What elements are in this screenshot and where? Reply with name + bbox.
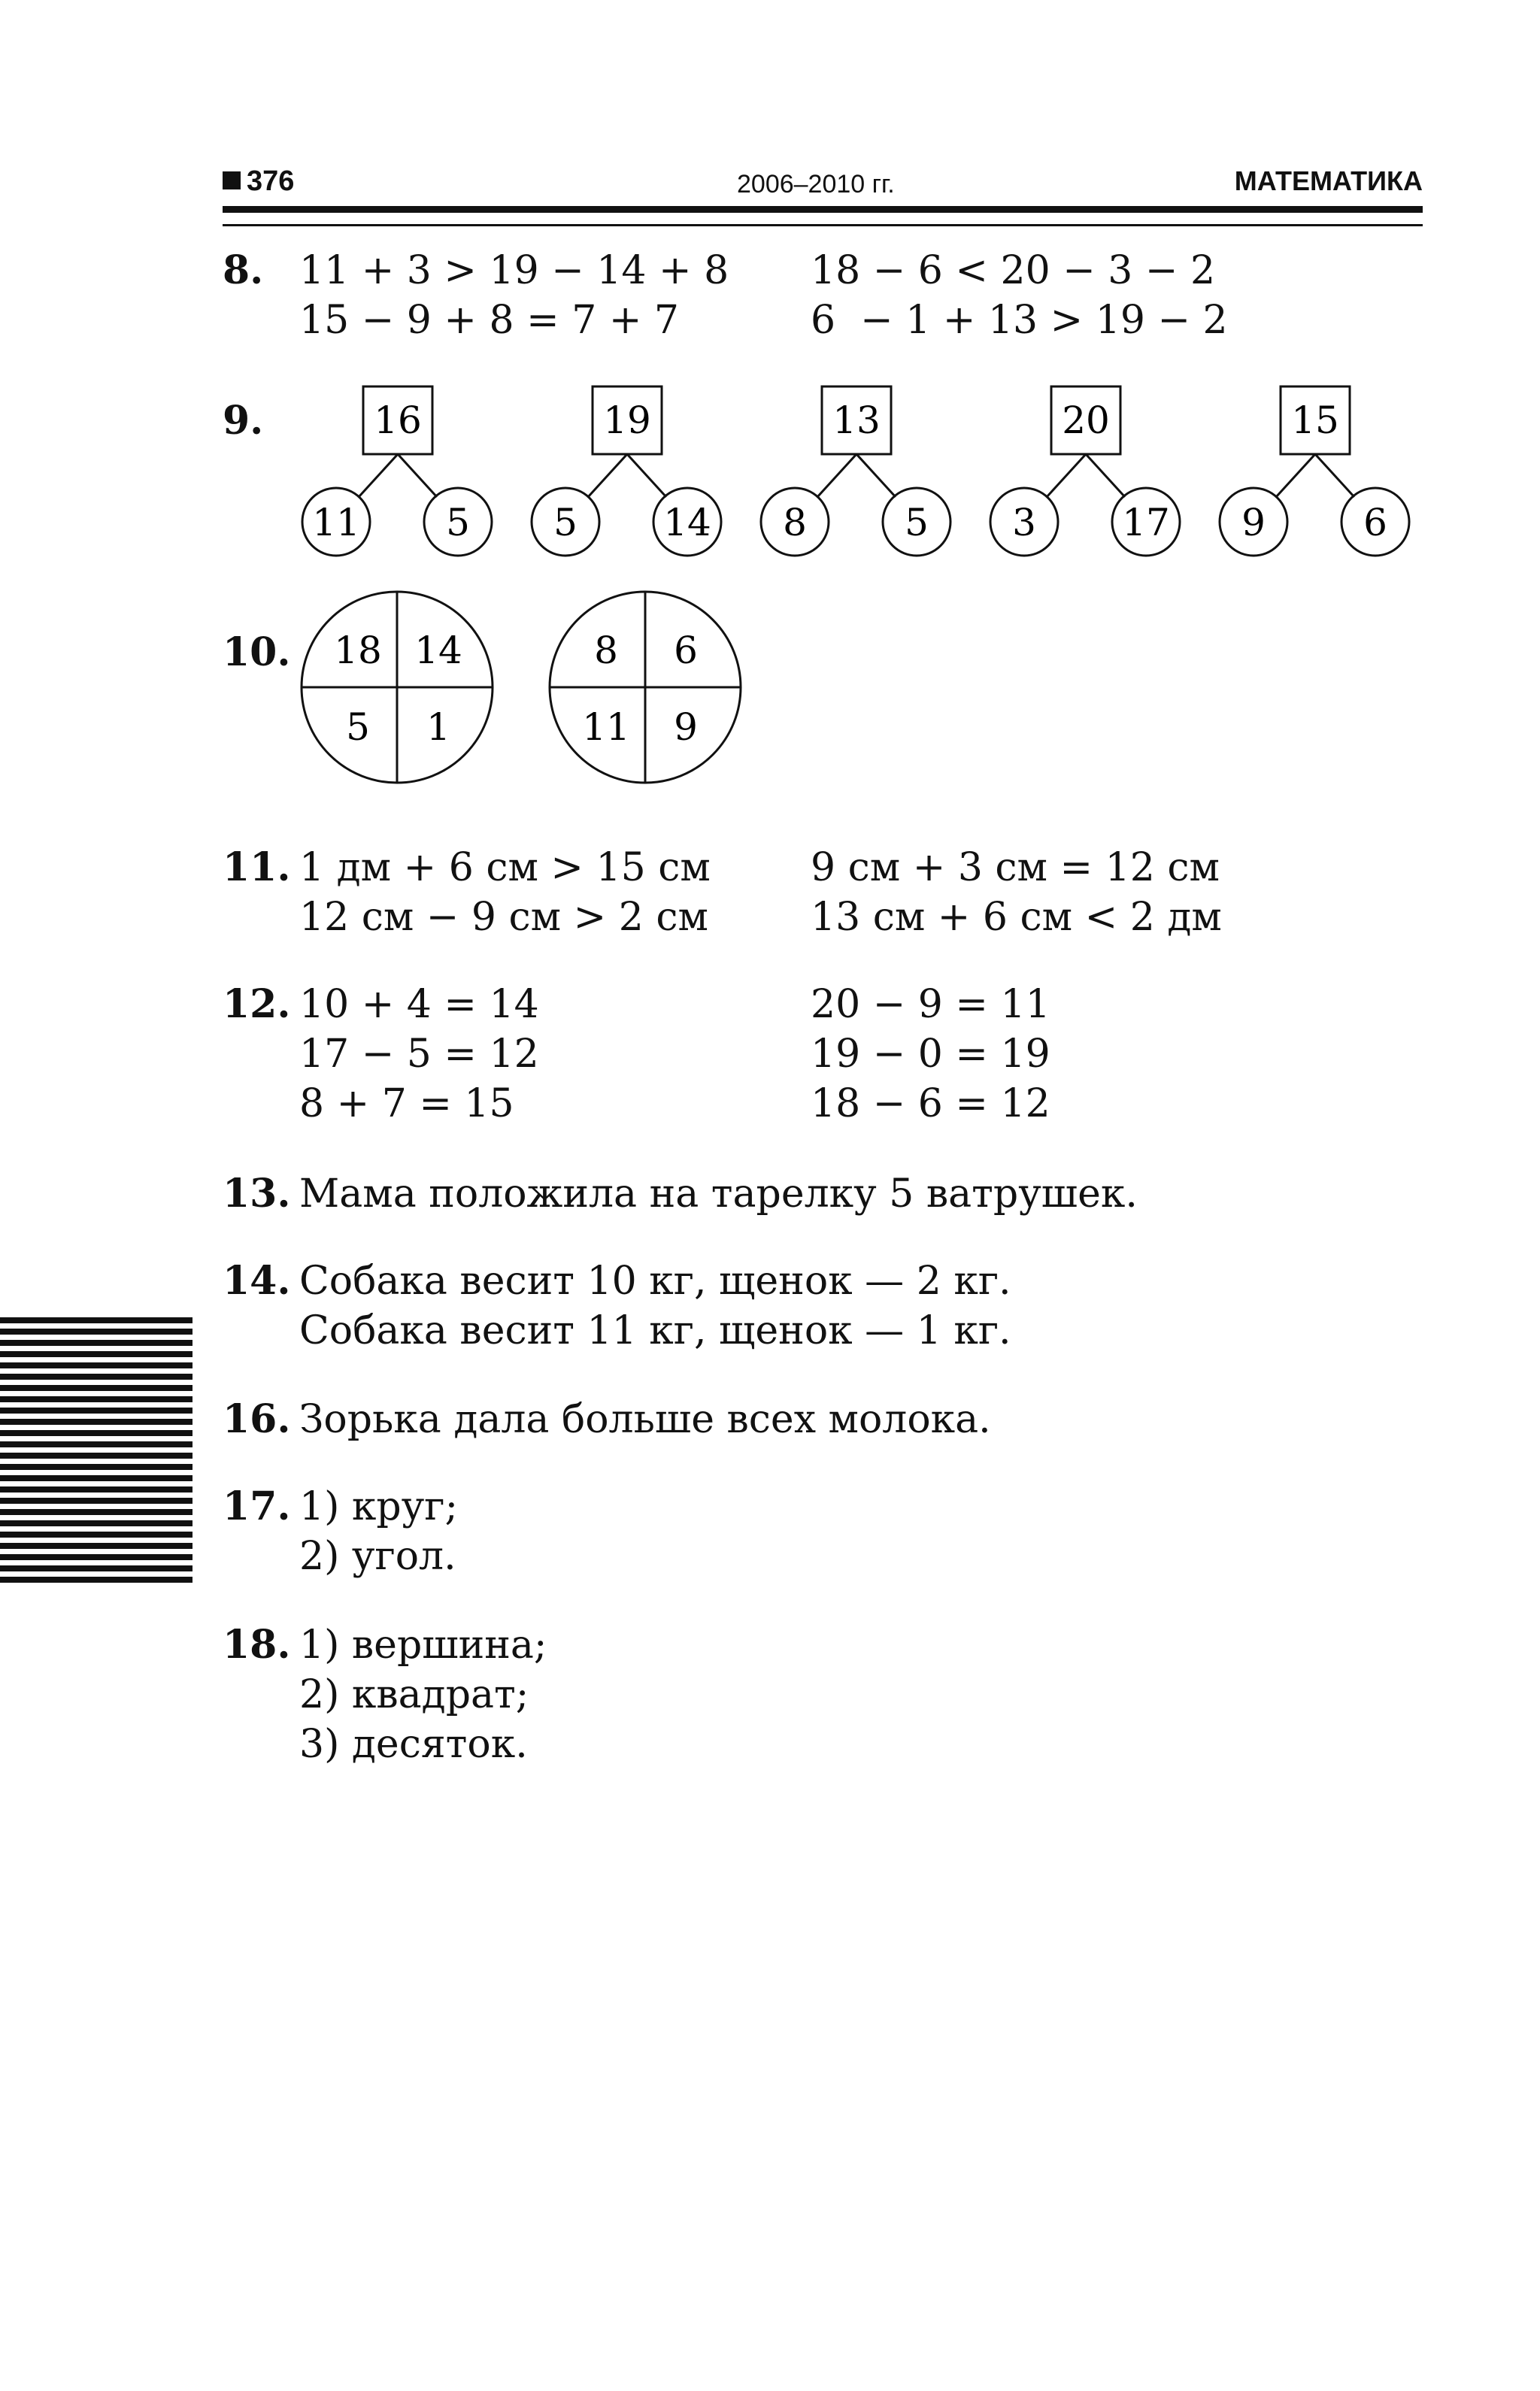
tree-5 — [1220, 386, 1409, 556]
tree-3 — [761, 386, 950, 556]
item-8-number: 8. — [223, 247, 264, 293]
circle-1-top-right: 14 — [414, 629, 462, 672]
item-10-number: 10. — [223, 629, 291, 675]
circle-2-bottom-right: 9 — [674, 705, 698, 749]
header-years: 2006–2010 гг. — [737, 170, 895, 198]
tree-1-left: 11 — [312, 501, 360, 544]
item-8-right-line-1: 18 − 6 < 20 − 3 − 2 — [811, 248, 1216, 293]
item-12-right-line-1: 20 − 9 = 11 — [811, 982, 1050, 1027]
item-8-left-line-2: 15 − 9 + 8 = 7 + 7 — [299, 298, 680, 343]
circle-1-top-left: 18 — [334, 629, 382, 672]
tree-5-right: 6 — [1363, 501, 1387, 544]
tree-5-left: 9 — [1241, 501, 1266, 544]
item-11-left-line-2: 12 см − 9 см > 2 см — [299, 895, 708, 940]
circle-2-top-left: 8 — [594, 629, 618, 672]
item-17-line-2: 2) угол. — [299, 1534, 456, 1579]
item-12-left-line-2: 17 − 5 = 12 — [299, 1032, 539, 1077]
item-12-right-line-2: 19 − 0 = 19 — [811, 1032, 1050, 1077]
tree-3-right: 5 — [905, 501, 929, 544]
tree-2 — [532, 386, 721, 556]
tree-4-top: 20 — [1062, 398, 1110, 442]
item-17-line-1: 1) круг; — [299, 1484, 459, 1529]
tree-3-top: 13 — [832, 398, 881, 442]
tree-4-right: 17 — [1122, 501, 1170, 544]
page-number: 376 — [247, 165, 295, 197]
item-12-left-line-3: 8 + 7 = 15 — [299, 1081, 514, 1126]
tree-3-left: 8 — [783, 501, 807, 544]
item-18-line-3: 3) десяток. — [299, 1722, 528, 1767]
tree-1 — [302, 386, 492, 556]
item-11-number: 11. — [223, 844, 291, 890]
circle-1-bottom-right: 1 — [426, 705, 450, 749]
tree-5-top: 15 — [1291, 398, 1339, 442]
item-14-line-1: Собака весит 10 кг, щенок — 2 кг. — [299, 1259, 1011, 1304]
item-12-number: 12. — [223, 981, 291, 1027]
item-14-line-2: Собака весит 11 кг, щенок — 1 кг. — [299, 1308, 1011, 1353]
item-10-circle-2 — [550, 592, 741, 783]
header-subject: МАТЕМАТИКА — [1234, 165, 1423, 196]
item-14-number: 14. — [223, 1258, 291, 1304]
item-18-line-2: 2) квадрат; — [299, 1672, 529, 1717]
tree-1-top: 16 — [374, 398, 422, 442]
item-12-left-line-1: 10 + 4 = 14 — [299, 982, 539, 1027]
tree-4-left: 3 — [1012, 501, 1036, 544]
item-17-number: 17. — [223, 1483, 291, 1529]
tree-2-right: 14 — [663, 501, 711, 544]
item-18-line-1: 1) вершина; — [299, 1623, 547, 1668]
item-9-number: 9. — [223, 398, 264, 444]
item-11-right-line-2: 13 см + 6 см < 2 дм — [811, 895, 1222, 940]
item-12-right-line-3: 18 − 6 = 12 — [811, 1081, 1050, 1126]
circle-1-bottom-left: 5 — [346, 705, 370, 749]
item-11-right-line-1: 9 см + 3 см = 12 см — [811, 845, 1220, 890]
circle-2-bottom-left: 11 — [582, 705, 630, 749]
tree-2-top: 19 — [603, 398, 651, 442]
item-13-line-1: Мама положила на тарелку 5 ватрушек. — [299, 1171, 1138, 1217]
circle-2-top-right: 6 — [674, 629, 698, 672]
item-8-left-line-1: 11 + 3 > 19 − 14 + 8 — [299, 248, 729, 293]
item-10-circle-1 — [302, 592, 493, 783]
item-18-number: 18. — [223, 1622, 291, 1668]
tree-2-left: 5 — [553, 501, 578, 544]
item-16-number: 16. — [223, 1396, 291, 1442]
item-11-left-line-1: 1 дм + 6 см > 15 см — [299, 845, 711, 890]
item-8-right-line-2: 6 − 1 + 13 > 19 − 2 — [811, 298, 1228, 343]
tree-1-right: 5 — [446, 501, 470, 544]
item-13-number: 13. — [223, 1171, 291, 1217]
tree-4 — [990, 386, 1180, 556]
item-16-line-1: Зорька дала больше всех молока. — [299, 1397, 991, 1442]
